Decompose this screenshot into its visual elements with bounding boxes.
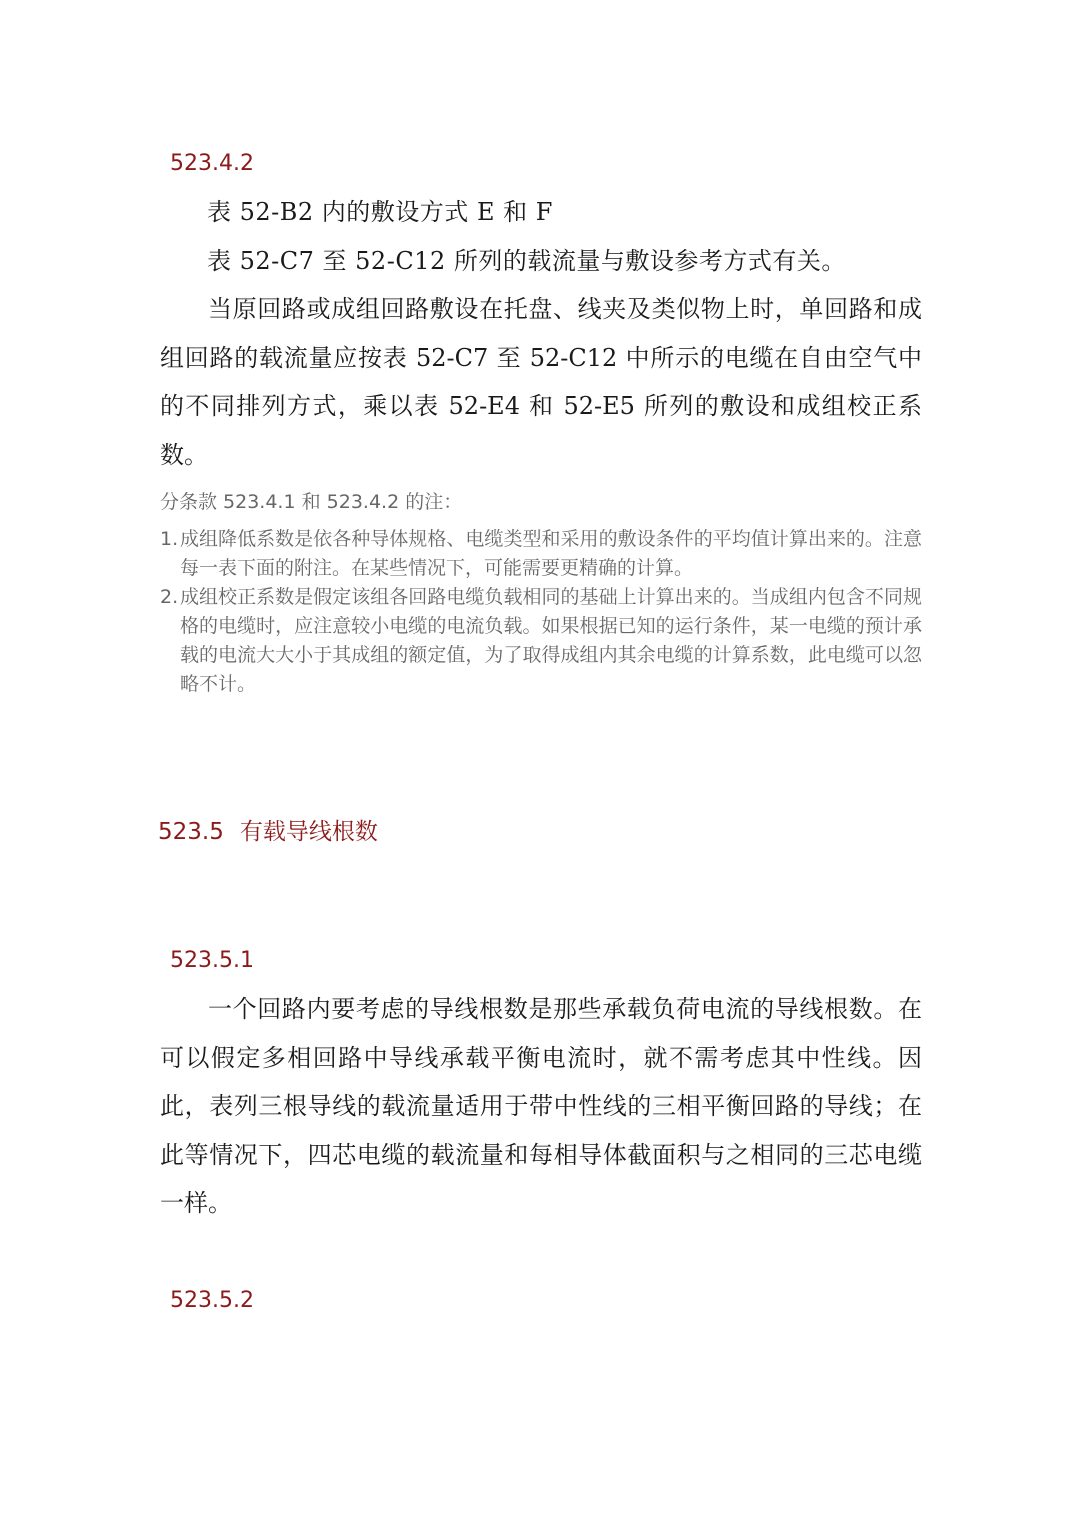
clause-heading-523-4-2: 523.4.2 <box>170 151 254 176</box>
section-title-text: 有载导线根数 <box>239 819 378 845</box>
clause-heading-523-5-1: 523.5.1 <box>170 948 254 973</box>
section-heading-523-5 <box>158 817 378 847</box>
notes-list <box>160 525 922 699</box>
notes-title: 分条款 523.4.1 和 523.4.2 的注： <box>160 491 463 513</box>
clause-heading-523-5-2: 523.5.2 <box>170 1288 254 1313</box>
body-line-table-b2: 表 52-B2 内的敷设方式 E 和 F <box>207 198 553 226</box>
paragraph-loaded-conductors: 一个回路内要考虑的导线根数是那些承载负荷电流的导线根数。在可以假定多相回路中导线承载平衡电流时，就不需考虑其中性线。因此，表列三根导线的载流量适用于带中性线的三相平衡回路的导线；在此等情况下，四芯电缆的载流量和每相导体截面积与之相同的三芯电缆一样。 <box>160 995 922 1217</box>
note-item <box>160 525 922 583</box>
note-text: 成组校正系数是假定该组各回路电缆负载相同的基础上计算出来的。当成组内包含不同规格的电缆时，应注意较小电缆的电流负载。如果根据已知的运行条件，某一电缆的预计承载的电流大大小于其成组的额定值，为了取得成组内其余电缆的计算系数，此电缆可以忽略不计。 <box>180 586 922 695</box>
note-number: 1. <box>160 528 179 550</box>
body-line-table-c7: 表 52-C7 至 52-C12 所列的载流量与敷设参考方式有关。 <box>207 247 846 275</box>
paragraph-tray-installation: 当原回路或成组回路敷设在托盘、线夹及类似物上时，单回路和成组回路的载流量应按表 52-C7 至 52-C12 中所示的电缆在自由空气中的不同排列方式，乘以表 52-E4 和 52-E5 所列的敷设和成组校正系数。 <box>160 295 922 469</box>
notes-block <box>160 488 922 699</box>
note-item <box>160 583 922 699</box>
note-text: 成组降低系数是依各种导体规格、电缆类型和采用的敷设条件的平均值计算出来的。注意每一表下面的附注。在某些情况下，可能需要更精确的计算。 <box>180 528 922 579</box>
section-number: 523.5 <box>158 819 224 845</box>
note-number: 2. <box>160 586 179 608</box>
